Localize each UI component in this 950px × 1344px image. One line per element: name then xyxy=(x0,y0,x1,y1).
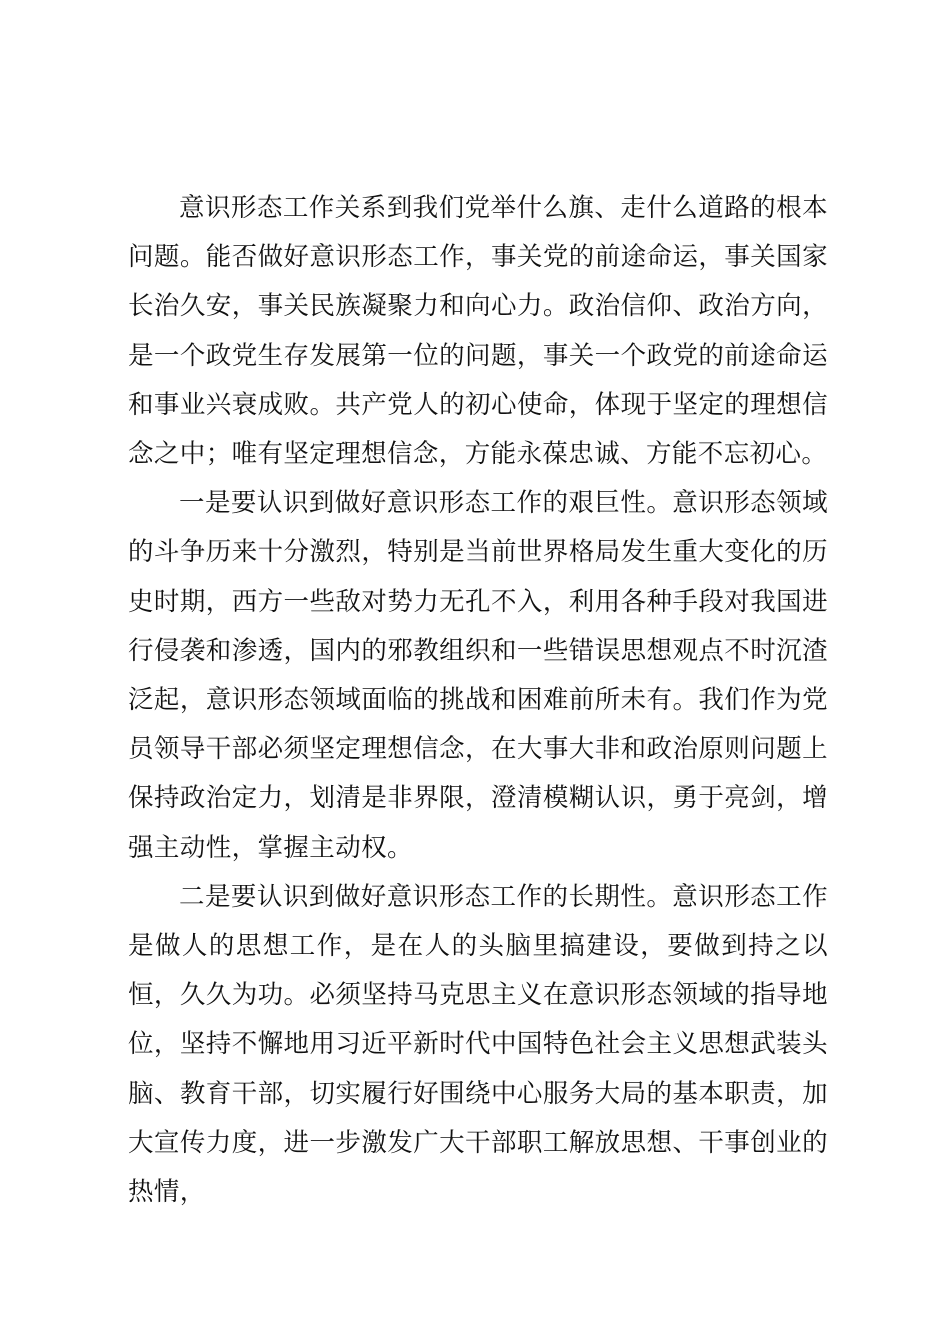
paragraph-intro: 意识形态工作关系到我们党举什么旗、走什么道路的根本问题。能否做好意识形态工作，事关党的前途命运，事关国家长治久安，事关民族凝聚力和向心力。政治信仰、政治方向，是一个政党生存发展第一位的问题，事关一个政党的前途命运和事业兴衰成败。共产党人的初心使命，体现于坚定的理想信念之中；唯有坚定理想信念，方能永葆忠诚、方能不忘初心。 xyxy=(128,193,828,470)
document-body xyxy=(128,184,828,1217)
paragraph-point-two: 二是要认识到做好意识形态工作的长期性。意识形态工作是做人的思想工作，是在人的头脑里搞建设，要做到持之以恒，久久为功。必须坚持马克思主义在意识形态领域的指导地位，坚持不懈地用习近平新时代中国特色社会主义思想武装头脑、教育干部，切实履行好围绕中心服务大局的基本职责，加大宣传力度，进一步激发广大干部职工解放思想、干事创业的热情， xyxy=(128,881,828,1208)
paragraph-point-one: 一是要认识到做好意识形态工作的艰巨性。意识形态领域的斗争历来十分激烈，特别是当前世界格局发生重大变化的历史时期，西方一些敌对势力无孔不入，利用各种手段对我国进行侵袭和渗透，国内的邪教组织和一些错误思想观点不时沉渣泛起，意识形态领域面临的挑战和困难前所未有。我们作为党员领导干部必须坚定理想信念，在大事大非和政治原则问题上保持政治定力，划清是非界限，澄清模糊认识，勇于亮剑，增强主动性，掌握主动权。 xyxy=(128,488,828,863)
